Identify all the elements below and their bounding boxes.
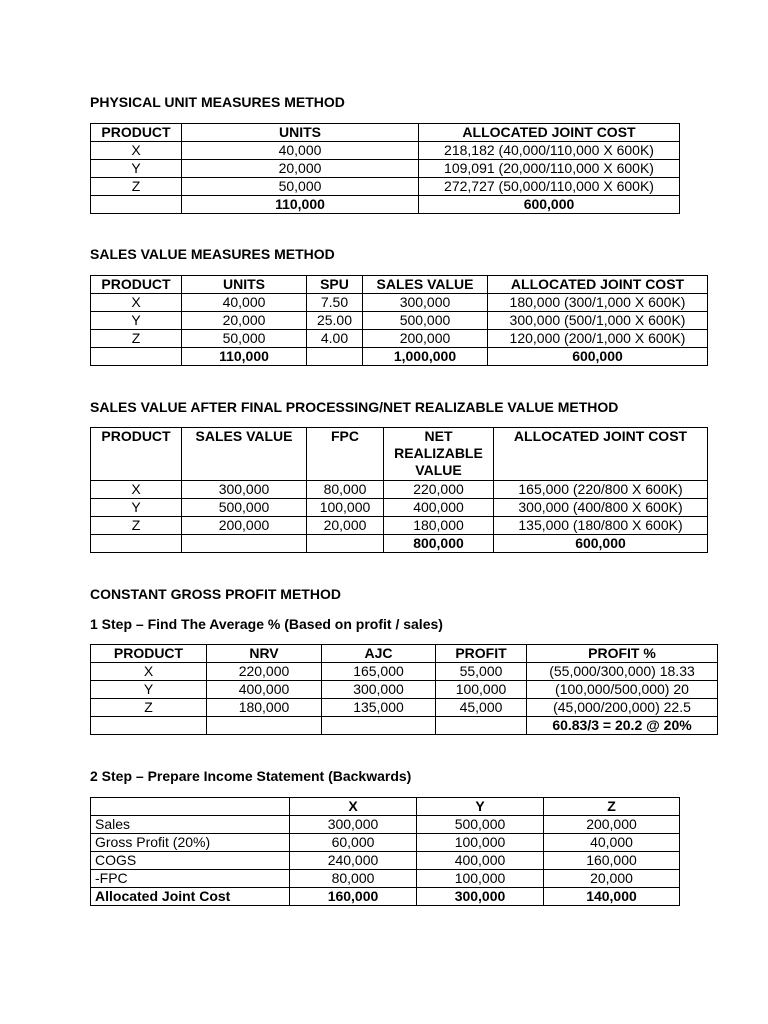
table-header-row (91, 645, 718, 663)
header-profit-percent: PROFIT % (527, 645, 718, 663)
header-units: UNITS (182, 124, 419, 142)
total-net-realizable-value: 800,000 (384, 535, 494, 553)
total-y: 300,000 (417, 888, 544, 906)
cell: 220,000 (207, 663, 322, 681)
header-sales-value: SALES VALUE (182, 428, 307, 481)
cell: 20,000 (544, 870, 680, 888)
cell (91, 348, 182, 366)
total-row (91, 348, 708, 366)
total-allocated-joint-cost: 600,000 (419, 196, 680, 214)
table-row (91, 330, 708, 348)
cell: Z (91, 699, 207, 717)
cell: Y (91, 681, 207, 699)
header-spu: SPU (307, 276, 363, 294)
cell: 220,000 (384, 481, 494, 499)
cell: 80,000 (307, 481, 384, 499)
table-row (91, 517, 708, 535)
income-statement-table (90, 797, 680, 906)
cell: 180,000 (207, 699, 322, 717)
cell: 135,000 (322, 699, 436, 717)
row-label: Allocated Joint Cost (91, 888, 290, 906)
header-z: Z (544, 798, 680, 816)
cell: 55,000 (436, 663, 527, 681)
table-row (91, 681, 718, 699)
total-sales-value: 1,000,000 (363, 348, 488, 366)
cell: 20,000 (182, 160, 419, 178)
cell: 200,000 (363, 330, 488, 348)
average-profit-percent: 60.83/3 = 20.2 @ 20% (527, 717, 718, 735)
physical-unit-table (90, 123, 680, 214)
cell: 400,000 (417, 852, 544, 870)
cell: 400,000 (384, 499, 494, 517)
cell: (45,000/200,000) 22.5 (527, 699, 718, 717)
table-row (91, 816, 680, 834)
total-z: 140,000 (544, 888, 680, 906)
cell: 50,000 (182, 330, 307, 348)
cell: 200,000 (182, 517, 307, 535)
header-profit: PROFIT (436, 645, 527, 663)
table-row (91, 312, 708, 330)
cell: 200,000 (544, 816, 680, 834)
total-row (91, 196, 680, 214)
header-allocated-joint-cost: ALLOCATED JOINT COST (419, 124, 680, 142)
table-header-row (91, 428, 708, 481)
total-allocated-joint-cost: 600,000 (494, 535, 708, 553)
cell: 300,000 (400/800 X 600K) (494, 499, 708, 517)
cell: X (91, 663, 207, 681)
step-2-heading: 2 Step – Prepare Income Statement (Backwards) (90, 768, 412, 784)
table-row (91, 178, 680, 196)
cell: 100,000 (436, 681, 527, 699)
header-units: UNITS (182, 276, 307, 294)
cell: 100,000 (307, 499, 384, 517)
cell: Y (91, 499, 182, 517)
section-3-heading: SALES VALUE AFTER FINAL PROCESSING/NET REALIZABLE VALUE METHOD (90, 399, 619, 415)
net-realizable-value-table (90, 427, 708, 553)
table-row (91, 699, 718, 717)
cell: 500,000 (182, 499, 307, 517)
header-allocated-joint-cost: ALLOCATED JOINT COST (494, 428, 708, 481)
cell: 300,000 (182, 481, 307, 499)
cell: (55,000/300,000) 18.33 (527, 663, 718, 681)
table-row (91, 142, 680, 160)
cell: 218,182 (40,000/110,000 X 600K) (419, 142, 680, 160)
cell (91, 535, 182, 553)
cell (91, 196, 182, 214)
total-row (91, 888, 680, 906)
header-net-realizable-value: NET REALIZABLE VALUE (384, 428, 494, 481)
cell: 135,000 (180/800 X 600K) (494, 517, 708, 535)
cell: 165,000 (220/800 X 600K) (494, 481, 708, 499)
cell: 120,000 (200/1,000 X 600K) (488, 330, 708, 348)
table-header-row (91, 798, 680, 816)
cell: 400,000 (207, 681, 322, 699)
header-sales-value: SALES VALUE (363, 276, 488, 294)
cell: 50,000 (182, 178, 419, 196)
cell: 180,000 (384, 517, 494, 535)
cell: 109,091 (20,000/110,000 X 600K) (419, 160, 680, 178)
header-blank (91, 798, 290, 816)
cell: 4.00 (307, 330, 363, 348)
total-row (91, 535, 708, 553)
cell: 7.50 (307, 294, 363, 312)
cell: 80,000 (290, 870, 417, 888)
section-1-heading: PHYSICAL UNIT MEASURES METHOD (90, 94, 345, 110)
cell: X (91, 142, 182, 160)
cell: 160,000 (544, 852, 680, 870)
cell: 300,000 (322, 681, 436, 699)
cell: 300,000 (363, 294, 488, 312)
constant-gross-profit-table (90, 644, 718, 735)
cell: 180,000 (300/1,000 X 600K) (488, 294, 708, 312)
cell: 20,000 (307, 517, 384, 535)
cell: Z (91, 178, 182, 196)
total-x: 160,000 (290, 888, 417, 906)
cell: 300,000 (500/1,000 X 600K) (488, 312, 708, 330)
header-product: PRODUCT (91, 645, 207, 663)
cell: Z (91, 517, 182, 535)
cell: 20,000 (182, 312, 307, 330)
cell (322, 717, 436, 735)
table-row (91, 663, 718, 681)
total-units: 110,000 (182, 196, 419, 214)
total-units: 110,000 (182, 348, 307, 366)
cell: 40,000 (182, 294, 307, 312)
row-label: COGS (91, 852, 290, 870)
table-row (91, 481, 708, 499)
cell: X (91, 481, 182, 499)
header-product: PRODUCT (91, 124, 182, 142)
header-fpc: FPC (307, 428, 384, 481)
row-label: Sales (91, 816, 290, 834)
cell: 500,000 (417, 816, 544, 834)
cell: 45,000 (436, 699, 527, 717)
table-row (91, 294, 708, 312)
table-row (91, 499, 708, 517)
cell: 165,000 (322, 663, 436, 681)
cell: X (91, 294, 182, 312)
header-product: PRODUCT (91, 428, 182, 481)
cell: 40,000 (544, 834, 680, 852)
table-header-row (91, 124, 680, 142)
sales-value-table (90, 275, 708, 366)
total-allocated-joint-cost: 600,000 (488, 348, 708, 366)
row-label: -FPC (91, 870, 290, 888)
cell (91, 717, 207, 735)
header-ajc: AJC (322, 645, 436, 663)
header-allocated-joint-cost: ALLOCATED JOINT COST (488, 276, 708, 294)
cell: 25.00 (307, 312, 363, 330)
cell: (100,000/500,000) 20 (527, 681, 718, 699)
cell (307, 535, 384, 553)
table-header-row (91, 276, 708, 294)
row-label: Gross Profit (20%) (91, 834, 290, 852)
cell: 40,000 (182, 142, 419, 160)
cell: 272,727 (50,000/110,000 X 600K) (419, 178, 680, 196)
cell: 500,000 (363, 312, 488, 330)
cell: Z (91, 330, 182, 348)
cell: 100,000 (417, 870, 544, 888)
header-y: Y (417, 798, 544, 816)
total-row (91, 717, 718, 735)
header-nrv: NRV (207, 645, 322, 663)
cell: 300,000 (290, 816, 417, 834)
section-4-heading: CONSTANT GROSS PROFIT METHOD (90, 586, 341, 602)
header-x: X (290, 798, 417, 816)
cell: 240,000 (290, 852, 417, 870)
table-row (91, 834, 680, 852)
cell (182, 535, 307, 553)
cell: Y (91, 312, 182, 330)
table-row (91, 852, 680, 870)
cell (207, 717, 322, 735)
cell (307, 348, 363, 366)
cell (436, 717, 527, 735)
table-row (91, 870, 680, 888)
section-2-heading: SALES VALUE MEASURES METHOD (90, 246, 335, 262)
cell: Y (91, 160, 182, 178)
step-1-heading: 1 Step – Find The Average % (Based on profit / sales) (90, 616, 443, 632)
header-product: PRODUCT (91, 276, 182, 294)
cell: 100,000 (417, 834, 544, 852)
cell: 60,000 (290, 834, 417, 852)
table-row (91, 160, 680, 178)
